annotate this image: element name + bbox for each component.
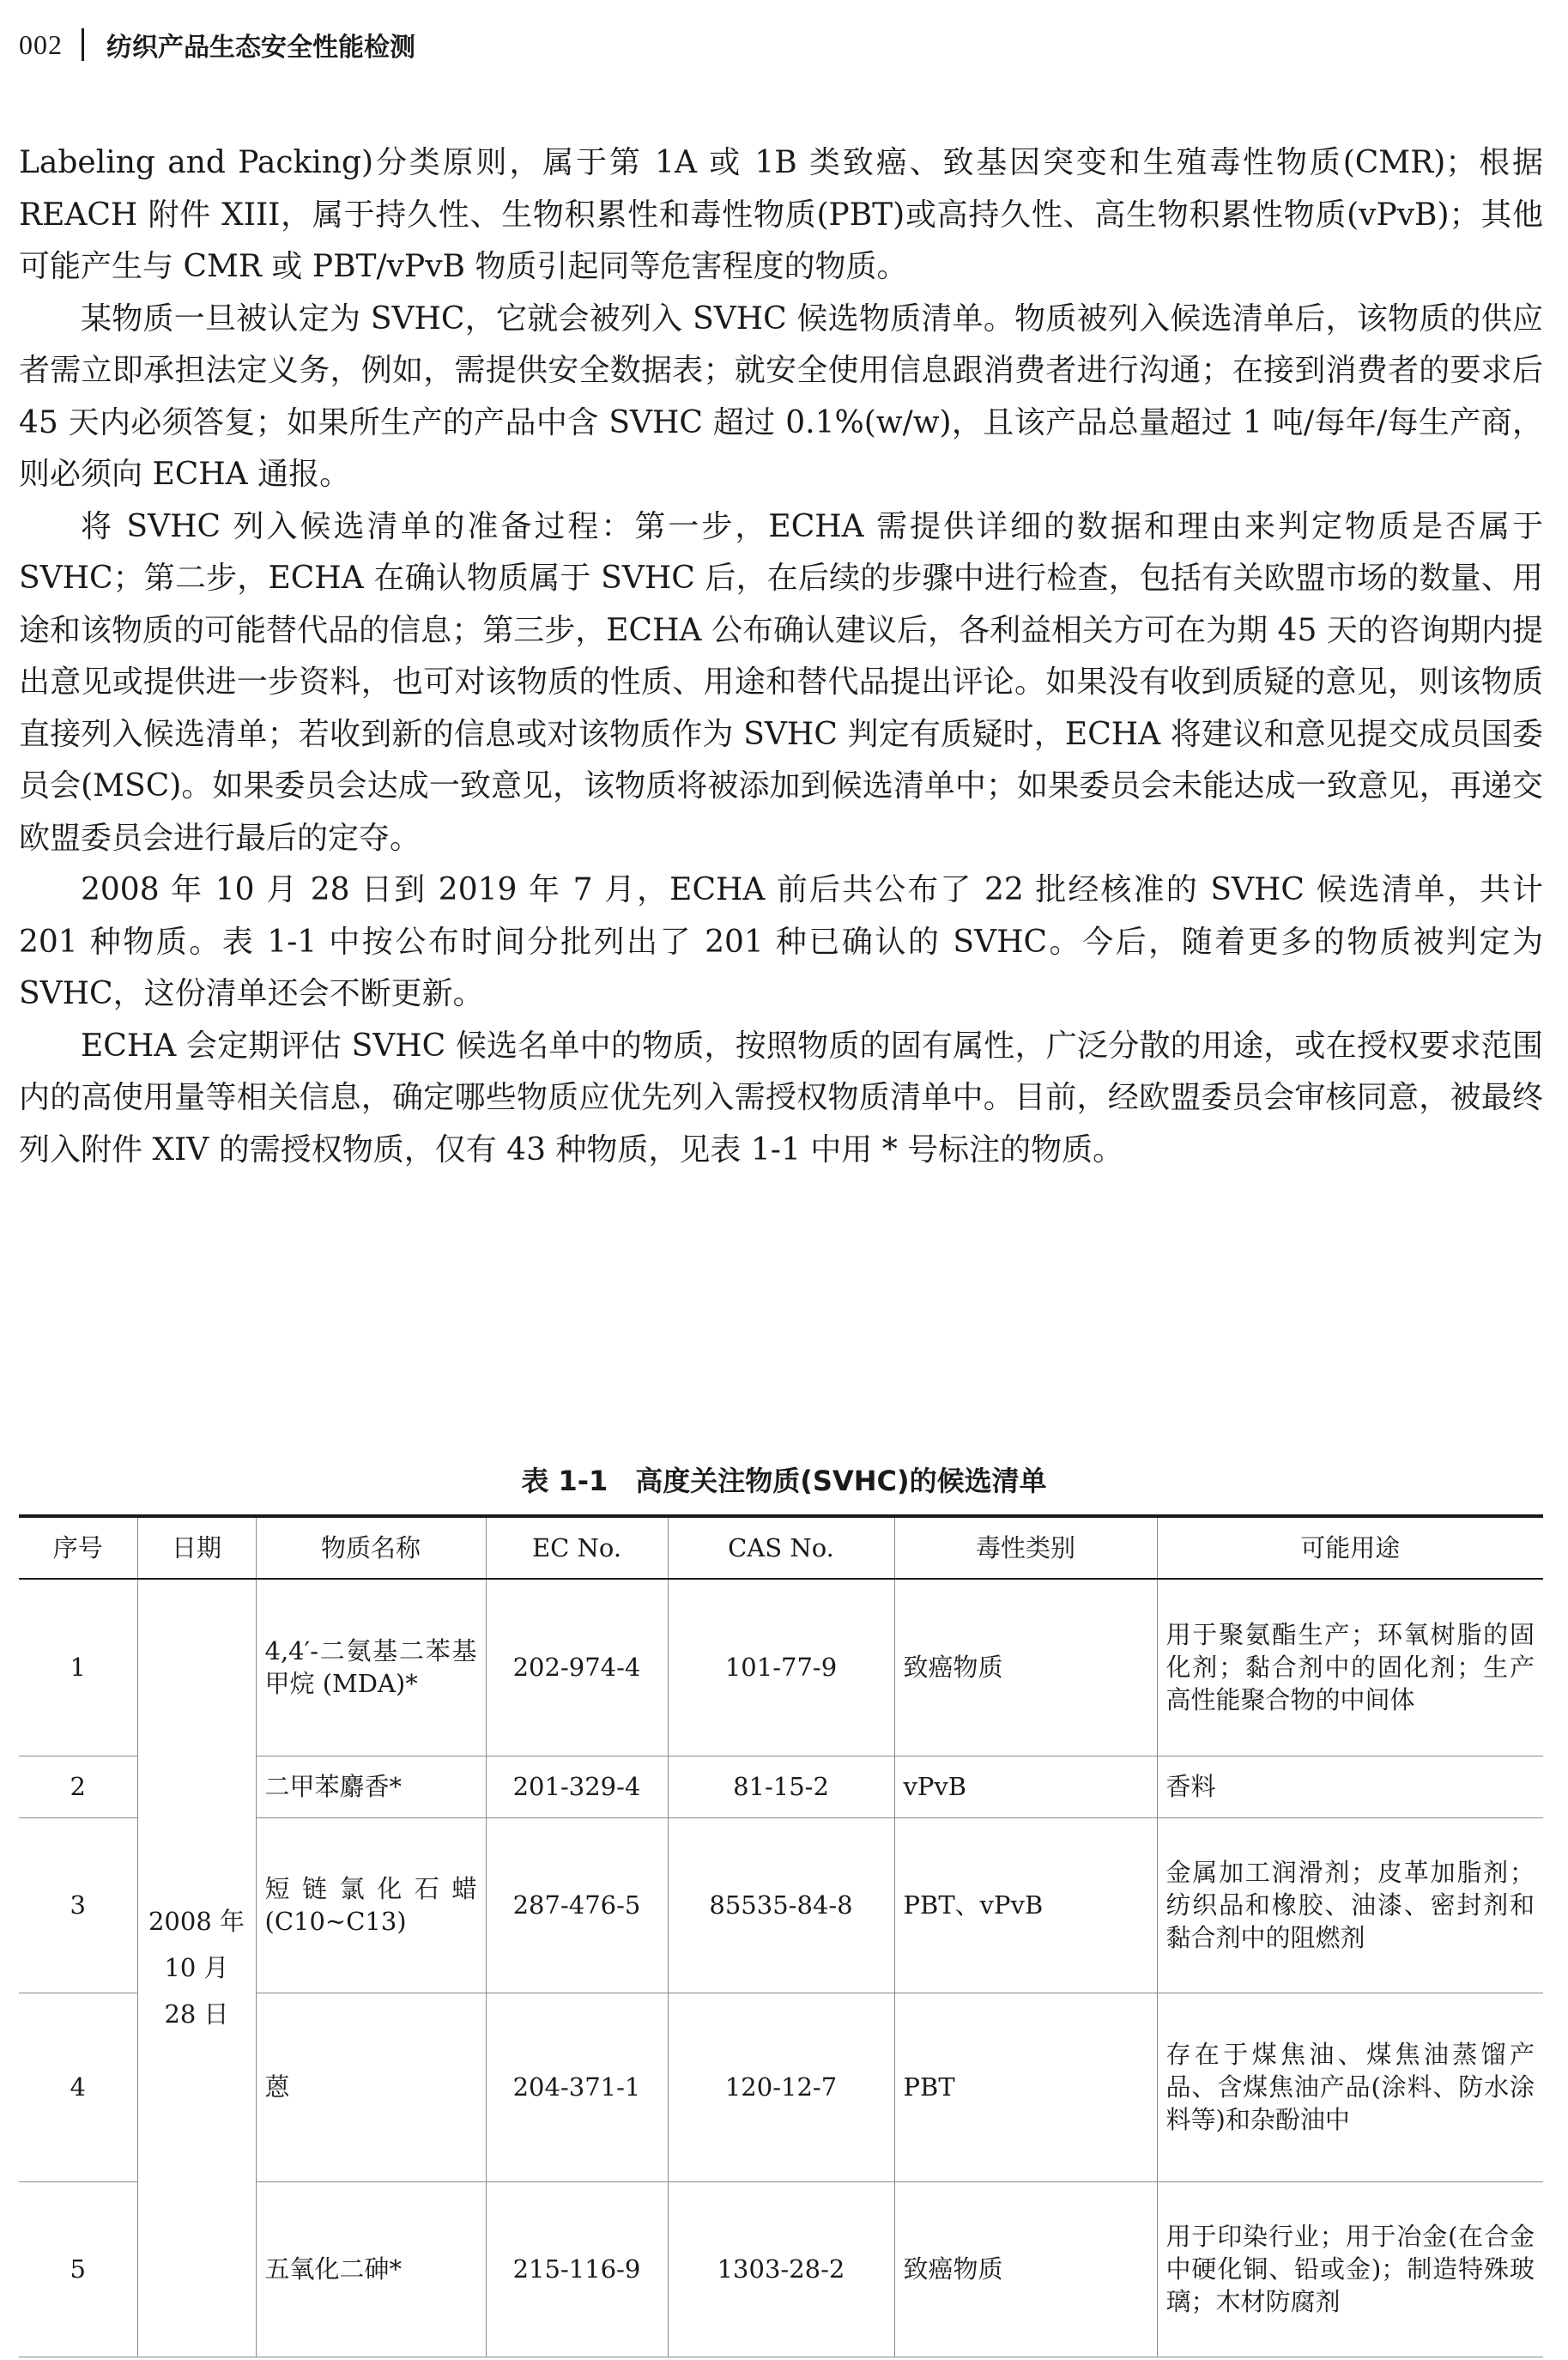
table-row	[19, 1579, 1543, 1756]
cell-ec: 204-371-1	[486, 1993, 668, 2181]
cell-cas: 81-15-2	[668, 1756, 894, 1817]
cell-name: 五氧化二砷*	[256, 2181, 486, 2357]
svhc-table	[19, 1514, 1543, 2357]
cell-name: 蒽	[256, 1993, 486, 2181]
running-header	[19, 26, 415, 64]
cell-name: 4,4′-二氨基二苯基甲烷 (MDA)*	[256, 1579, 486, 1756]
paragraph-4: 2008 年 10 月 28 日到 2019 年 7 月，ECHA 前后共公布了 22 批经核准的 SVHC 候选清单，共计 201 种物质。表 1-1 中按公布时间分批列出了 201 种已确认的 SVHC。今后，随着更多的物质被判定为 SVHC，这份清单还会不断更新。	[19, 872, 1543, 1011]
paragraph-5: ECHA 会定期评估 SVHC 候选名单中的物质，按照物质的固有属性，广泛分散的用途，或在授权要求范围内的高使用量等相关信息，确定哪些物质应优先列入需授权物质清单中。目前，经欧盟委员会审核同意，被最终列入附件 XIV 的需授权物质，仅有 43 种物质，见表 1-1 中用 * 号标注的物质。	[19, 1028, 1543, 1168]
cell-toxicity: PBT	[894, 1993, 1157, 2181]
cell-cas: 101-77-9	[668, 1579, 894, 1756]
cell-toxicity: 致癌物质	[894, 2181, 1157, 2357]
cell-toxicity: PBT、vPvB	[894, 1817, 1157, 1993]
paragraph-3: 将 SVHC 列入候选清单的准备过程：第一步，ECHA 需提供详细的数据和理由来判定物质是否属于 SVHC；第二步，ECHA 在确认物质属于 SVHC 后，在后续的步骤中进行检查，包括有关欧盟市场的数量、用途和该物质的可能替代品的信息；第三步，ECHA 公布确认建议后，各利益相关方可在为期 45 天的咨询期内提出意见或提供进一步资料，也可对该物质的性质、用途和替代品提出评论。如果没有收到质疑的意见，则该物质直接列入候选清单；若收到新的信息或对该物质作为 SVHC 判定有质疑时，ECHA 将建议和意见提交成员国委员会(MSC)。如果委员会达成一致意见，该物质将被添加到候选清单中；如果委员会未能达成一致意见，再递交欧盟委员会进行最后的定夺。	[19, 508, 1543, 856]
header-cell-toxicity: 毒性类别	[894, 1516, 1157, 1579]
cell-no: 1	[19, 1579, 137, 1756]
cell-no: 3	[19, 1817, 137, 1993]
book-title: 纺织产品生态安全性能检测	[106, 33, 415, 63]
cell-use: 香料	[1157, 1756, 1543, 1817]
cell-ec: 287-476-5	[486, 1817, 668, 1993]
cell-no: 2	[19, 1756, 137, 1817]
page-number: 002	[19, 28, 63, 60]
cell-no: 5	[19, 2181, 137, 2357]
cell-name: 二甲苯麝香*	[256, 1756, 486, 1817]
cell-name: 短链氯化石蜡 (C10~C13)	[256, 1817, 486, 1993]
header-cell-ec: EC No.	[486, 1516, 668, 1579]
header-divider	[82, 28, 84, 61]
cell-cas: 1303-28-2	[668, 2181, 894, 2357]
cell-use: 金属加工润滑剂；皮革加脂剂；纺织品和橡胶、油漆、密封剂和黏合剂中的阻燃剂	[1157, 1817, 1543, 1993]
header-cell-no: 序号	[19, 1516, 137, 1579]
header-cell-name: 物质名称	[256, 1516, 486, 1579]
cell-cas: 85535-84-8	[668, 1817, 894, 1993]
header-cell-use: 可能用途	[1157, 1516, 1543, 1579]
paragraph-1: Labeling and Packing)分类原则，属于第 1A 或 1B 类致癌、致基因突变和生殖毒性物质(CMR)；根据 REACH 附件 XIII，属于持久性、生物积累性和毒性物质(PBT)或高持久性、高生物积累性物质(vPvB)；其他可能产生与 CMR 或 PBT/vPvB 物质引起同等危害程度的物质。	[19, 145, 1543, 284]
header-cell-date: 日期	[137, 1516, 256, 1579]
header-cell-cas: CAS No.	[668, 1516, 894, 1579]
table-caption: 表 1-1 高度关注物质(SVHC)的候选清单	[521, 1465, 1047, 1497]
cell-no: 4	[19, 1993, 137, 2181]
cell-toxicity: 致癌物质	[894, 1579, 1157, 1756]
cell-date: 2008 年 10 月 28 日	[137, 1579, 256, 2357]
cell-cas: 120-12-7	[668, 1993, 894, 2181]
cell-ec: 215-116-9	[486, 2181, 668, 2357]
cell-ec: 202-974-4	[486, 1579, 668, 1756]
body-text	[19, 137, 1543, 1176]
cell-use: 用于聚氨酯生产；环氧树脂的固化剂；黏合剂中的固化剂；生产高性能聚合物的中间体	[1157, 1579, 1543, 1756]
cell-ec: 201-329-4	[486, 1756, 668, 1817]
cell-toxicity: vPvB	[894, 1756, 1157, 1817]
cell-use: 存在于煤焦油、煤焦油蒸馏产品、含煤焦油产品(涂料、防水涂料等)和杂酚油中	[1157, 1993, 1543, 2181]
cell-use: 用于印染行业；用于冶金(在合金中硬化铜、铅或金)；制造特殊玻璃；木材防腐剂	[1157, 2181, 1543, 2357]
table-header-row	[19, 1516, 1543, 1579]
paragraph-2: 某物质一旦被认定为 SVHC，它就会被列入 SVHC 候选物质清单。物质被列入候选清单后，该物质的供应者需立即承担法定义务，例如，需提供安全数据表；就安全使用信息跟消费者进行沟通；在接到消费者的要求后 45 天内必须答复；如果所生产的产品中含 SVHC 超过 0.1%(w/w)，且该产品总量超过 1 吨/每年/每生产商，则必须向 ECHA 通报。	[19, 300, 1543, 492]
